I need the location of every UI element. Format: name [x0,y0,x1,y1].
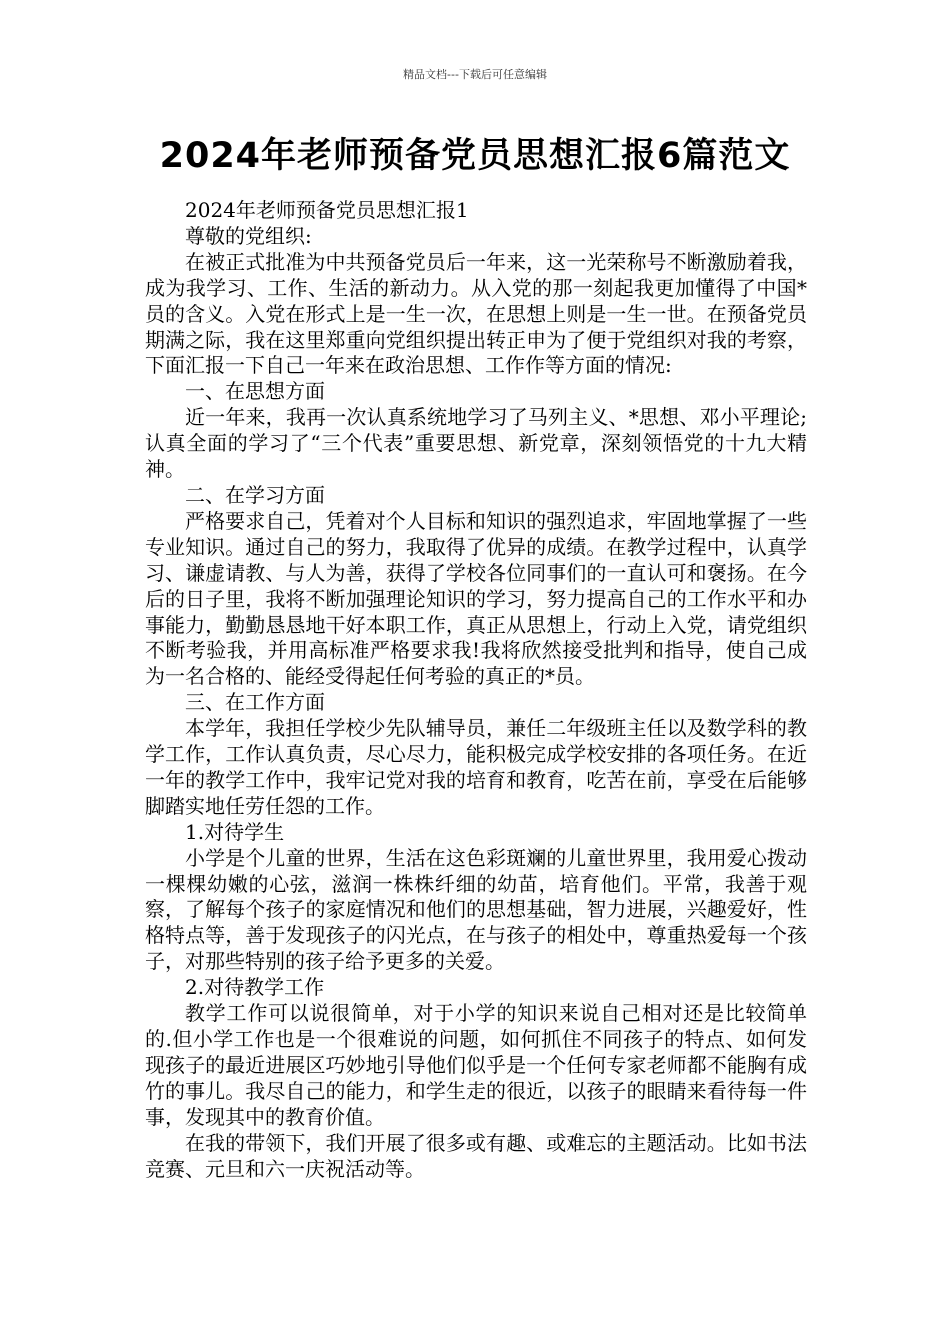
body-paragraph: 小学是个儿童的世界，生活在这色彩斑斓的儿童世界里，我用爱心拨动一棵棵幼嫩的心弦，滋润一株株纤细的幼苗，培育他们。平常，我善于观察，了解每个孩子的家庭情况和他们的思想基础，智力进展，兴趣爱好，性格特点等，善于发现孩子的闪光点，在与孩子的相处中，尊重热爱每一个孩子，对那些特别的孩子给予更多的关爱。 [145,845,807,974]
page-header: 精品文档---下载后可任意编辑 [403,68,547,81]
document-title: 2024年老师预备党员思想汇报6篇范文 [159,136,791,176]
section-heading: 三、在工作方面 [185,690,325,715]
subsection-heading: 2.对待教学工作 [185,975,325,1000]
body-paragraph: 教学工作可以说很简单，对于小学的知识来说自己相对还是比较简单的.但小学工作也是一个很难说的问题，如何抓住不同孩子的特点、如何发现孩子的最近进展区巧妙地引导他们似乎是一个任何专家老师都不能胸有成竹的事儿。我尽自己的能力，和学生走的很近，以孩子的眼睛来看待每一件事，发现其中的教育价值。 [145,1001,807,1129]
document-body [145,198,807,1182]
section-heading: 二、在学习方面 [185,482,325,507]
section-heading: 一、在思想方面 [185,379,325,404]
body-paragraph: 在我的带领下，我们开展了很多或有趣、或难忘的主题活动。比如书法竞赛、元旦和六一庆祝活动等。 [145,1130,807,1181]
body-paragraph: 在被正式批准为中共预备党员后一年来，这一光荣称号不断激励着我，成为我学习、工作、生活的新动力。从入党的那一刻起我更加懂得了中国*员的含义。入党在形式上是一生一次，在思想上则是一生一世。在预备党员期满之际，我在这里郑重向党组织提出转正申为了便于党组织对我的考察，下面汇报一下自己一年来在政治思想、工作作等方面的情况: [145,249,807,378]
section-heading: 2024年老师预备党员思想汇报1 [185,198,469,222]
subsection-heading: 1.对待学生 [185,819,285,844]
body-paragraph: 严格要求自己，凭着对个人目标和知识的强烈追求，牢固地掌握了一些专业知识。通过自己的努力，我取得了优异的成绩。在教学过程中，认真学习、谦虚请教、与人为善，获得了学校各位同事们的一直认可和褒扬。在今后的日子里，我将不断加强理论知识的学习，努力提高自己的工作水平和办事能力，勤勤恳恳地干好本职工作，真正从思想上，行动上入党，请党组织不断考验我，并用高标准严格要求我!我将欣然接受批判和指导，使自己成为一名合格的、能经受得起任何考验的真正的*员。 [145,508,807,689]
body-paragraph: 近一年来，我再一次认真系统地学习了马列主义、*思想、邓小平理论;认真全面的学习了“三个代表”重要思想、新党章，深刻领悟党的十九大精神。 [145,405,807,482]
salutation: 尊敬的党组织: [185,223,312,248]
body-paragraph: 本学年，我担任学校少先队辅导员，兼任二年级班主任以及数学科的教学工作，工作认真负责，尽心尽力，能积极完成学校安排的各项任务。在近一年的教学工作中，我牢记党对我的培育和教育，吃苦在前，享受在后能够脚踏实地任劳任怨的工作。 [145,716,807,818]
